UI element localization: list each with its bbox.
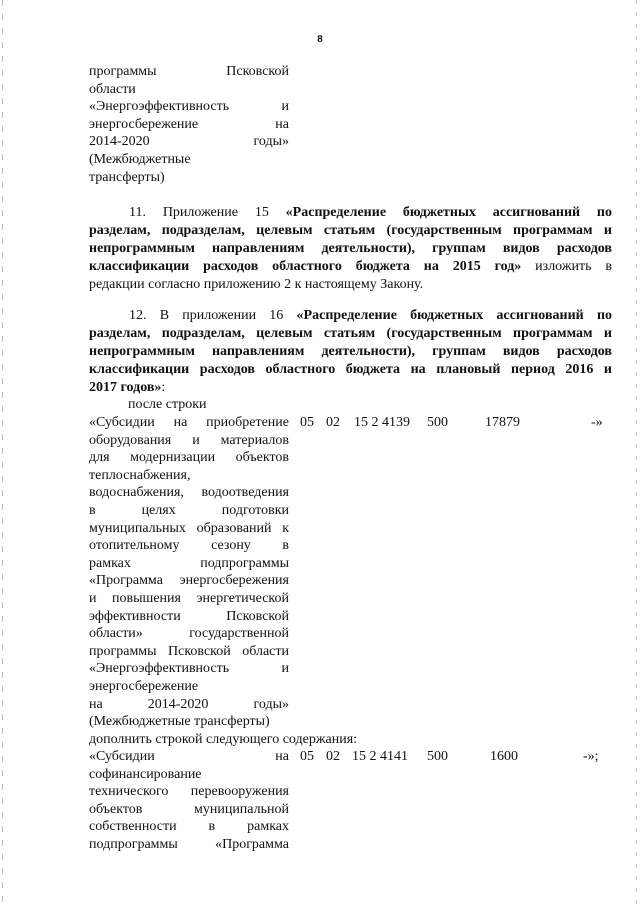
row2-type: 500	[427, 749, 448, 764]
paragraph-bold-text: классификации расходов областного бюджета на 2015 год»	[89, 259, 522, 274]
text-line: «Энергоэффективность и	[89, 99, 289, 115]
paragraph-line	[89, 240, 612, 258]
row-name-line: объектов муниципальной	[89, 801, 289, 817]
row1-name	[89, 414, 289, 731]
paragraph-bold-text: 2017 годов»	[89, 380, 162, 395]
paragraph-bold-text: непрограммным направлениям деятельности), группам видов расходов	[89, 344, 612, 359]
add-line-label: дополнить строкой следующего содержания:	[89, 732, 358, 747]
paragraph-line	[89, 325, 612, 343]
row1-end: -»	[591, 415, 603, 430]
paragraph-line	[89, 258, 612, 276]
paragraph-line	[89, 379, 612, 397]
after-line-label: после строки	[128, 397, 207, 412]
scan-edge-right	[636, 0, 637, 905]
row2-amount: 1600	[490, 749, 518, 764]
row1-subsection: 02	[326, 415, 340, 430]
paragraph-line	[89, 361, 612, 379]
top-block	[89, 63, 289, 186]
row-name-line: на 2014-2020 годы»	[89, 696, 289, 712]
row-name-line: собственности в рамках	[89, 819, 289, 835]
row-name-line: технического перевооружения	[89, 784, 289, 800]
row-name-line: для модернизации объектов	[89, 450, 289, 466]
paragraph-bold-text: разделам, подразделам, целевым статьям (государственным программам и	[89, 326, 612, 341]
row-name-line: программы Псковской области	[89, 643, 289, 659]
row-name-line: водоснабжения, водоотведения	[89, 485, 289, 501]
row-name-line: рамках подпрограммы	[89, 555, 289, 571]
text-line: 2014-2020 годы»	[89, 134, 289, 150]
row2-name	[89, 748, 289, 854]
paragraph-line	[89, 343, 612, 361]
row-name-line: подпрограммы «Программа	[89, 836, 289, 852]
row-name-line: «Энергоэффективность и	[89, 661, 289, 677]
paragraph-line	[89, 307, 612, 325]
paragraph-bold-text: разделам, подразделам, целевым статьям (государственным программам и	[89, 223, 612, 238]
paragraph-line	[89, 222, 612, 240]
paragraph-text: 11. Приложение 15	[129, 205, 286, 220]
text-line: области	[89, 81, 136, 97]
paragraph-bold-text: «Распределение бюджетных ассигнований по	[296, 308, 613, 323]
row2-section: 05	[300, 749, 314, 764]
paragraph-bold-text: «Распределение бюджетных ассигнований по	[285, 205, 613, 220]
paragraph-text: :	[161, 380, 166, 395]
scan-edge-left	[2, 0, 3, 905]
paragraph-line	[89, 276, 612, 294]
row-name-line: «Программа энергосбережения	[89, 573, 289, 589]
row-name-line: в целях подготовки	[89, 502, 289, 518]
row-name-line: эффективности Псковской	[89, 608, 289, 624]
row1-section: 05	[300, 415, 314, 430]
row1-target: 15 2 4139	[354, 415, 410, 430]
paragraph-11	[89, 204, 612, 294]
text-line: трансферты)	[89, 169, 165, 185]
row-name-line: (Межбюджетные трансферты)	[89, 714, 270, 730]
row-name-line: энергосбережение	[89, 678, 199, 694]
row-name-line: муниципальных образований к	[89, 520, 289, 536]
text-line: программы Псковской	[89, 64, 289, 79]
paragraph-text: 12. В приложении 16	[129, 308, 297, 323]
text-line: (Межбюджетные	[89, 151, 191, 167]
paragraph-bold-text: классификации расходов областного бюджета на плановый период 2016 и	[89, 362, 612, 377]
paragraph-text: изложить в	[521, 259, 612, 274]
row2-target: 15 2 4141	[352, 749, 408, 764]
row2-subsection: 02	[326, 749, 340, 764]
row-name-line: «Субсидии на	[89, 749, 289, 764]
row-name-line: софинансирование	[89, 766, 202, 782]
text-line: энергосбережение на	[89, 116, 289, 132]
row1-type: 500	[427, 415, 448, 430]
paragraph-12	[89, 307, 612, 397]
row2-end: -»;	[583, 749, 599, 764]
paragraph-line	[89, 204, 612, 222]
row-name-line: и повышения энергетической	[89, 590, 289, 606]
row-name-line: «Субсидии на приобретение	[89, 415, 289, 430]
row-name-line: оборудования и материалов	[89, 432, 289, 448]
row-name-line: теплоснабжения,	[89, 467, 191, 483]
paragraph-text: редакции согласно приложению 2 к настоящему Закону.	[89, 277, 424, 292]
row-name-line: отопительному сезону в	[89, 538, 289, 554]
paragraph-bold-text: непрограммным направлениям деятельности), группам видов расходов	[89, 241, 612, 256]
page-number: 8	[317, 33, 323, 45]
row-name-line: области» государственной	[89, 626, 289, 642]
row1-amount: 17879	[485, 415, 520, 430]
